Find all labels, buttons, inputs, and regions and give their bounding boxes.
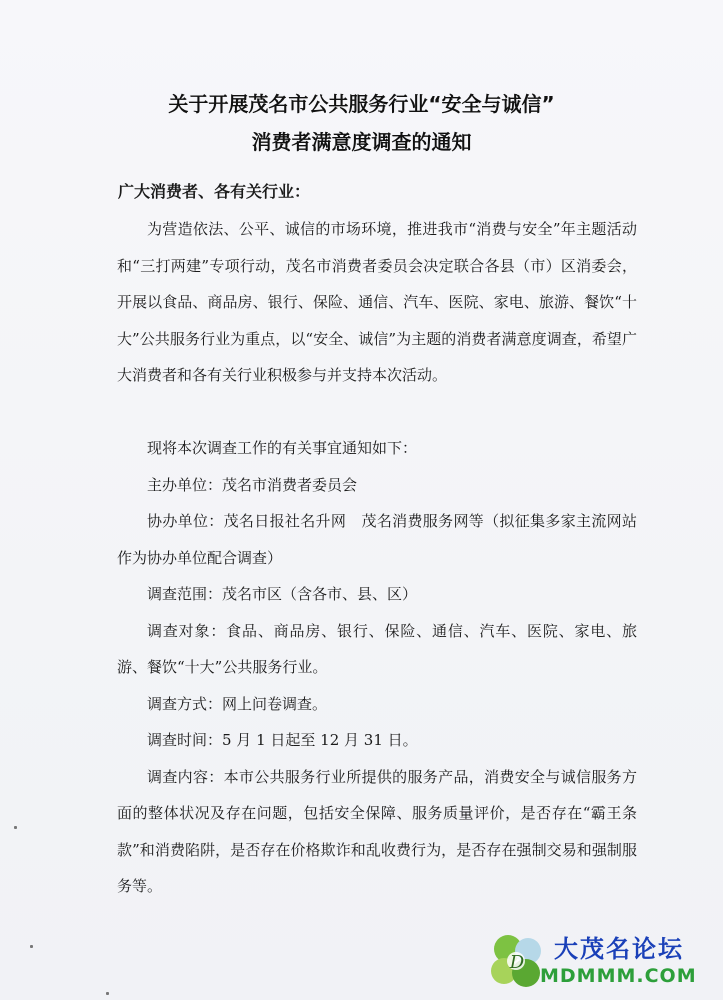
logo-letter: D [509,952,525,973]
organizer-line: 主办单位：茂名市消费者委员会 [147,475,358,494]
survey-targets-line: 调查对象：食品、商品房、银行、保险、通信、汽车、医院、家电、旅游、餐饮“十大”公共服务行业。 [117,621,637,676]
survey-content-line: 调查内容：本市公共服务行业所提供的服务产品，消费安全与诚信服务方面的整体状况及存在问题，包括安全保障、服务质量评价，是否存在“霸王条款”和消费陷阱，是否存在价格欺诈和乱收费行为，是否存在强制交易和强制服务等。 [117,767,637,895]
clover-icon [486,931,548,993]
survey-scope-line: 调查范围：茂名市区（含各市、县、区） [147,585,418,603]
scan-speck [106,992,109,995]
co-organizer-line: 协办单位：茂名日报社名升网 茂名消费服务网等（拟征集多家主流网站作为协办单位配合调查） [117,512,637,567]
forum-watermark-logo [486,927,716,995]
intro-paragraph: 为营造依法、公平、诚信的市场环境，推进我市“消费与安全”年主题活动和“三打两建”专项行动，茂名市消费者委员会决定联合各县（市）区消委会，开展以食品、商品房、银行、保险、通信、汽车、医院、家电、旅游、餐饮“十大”公共服务行业为重点，以“安全、诚信”为主题的消费者满意度调查，希望广大消费者和各有关行业积极参与并支持本次活动。 [117,220,637,384]
details-block [117,430,637,905]
survey-period-line: 调查时间：5 月 1 日起至 12 月 31 日。 [147,731,418,749]
scan-speck [14,826,17,829]
salutation: 广大消费者、各有关行业： [118,182,311,201]
document-title-line-1: 关于开展茂名市公共服务行业“安全与诚信” [168,92,555,116]
intro-paragraph-block [117,211,637,394]
forum-name: 大茂名论坛 [554,935,684,963]
notice-lead-in: 现将本次调查工作的有关事宜通知如下： [147,439,418,457]
document-title-line-2: 消费者满意度调查的通知 [251,130,472,154]
survey-method-line: 调查方式：网上问卷调查。 [147,694,328,713]
scan-speck [30,945,33,948]
forum-domain: MDMMM.COM [540,965,697,987]
